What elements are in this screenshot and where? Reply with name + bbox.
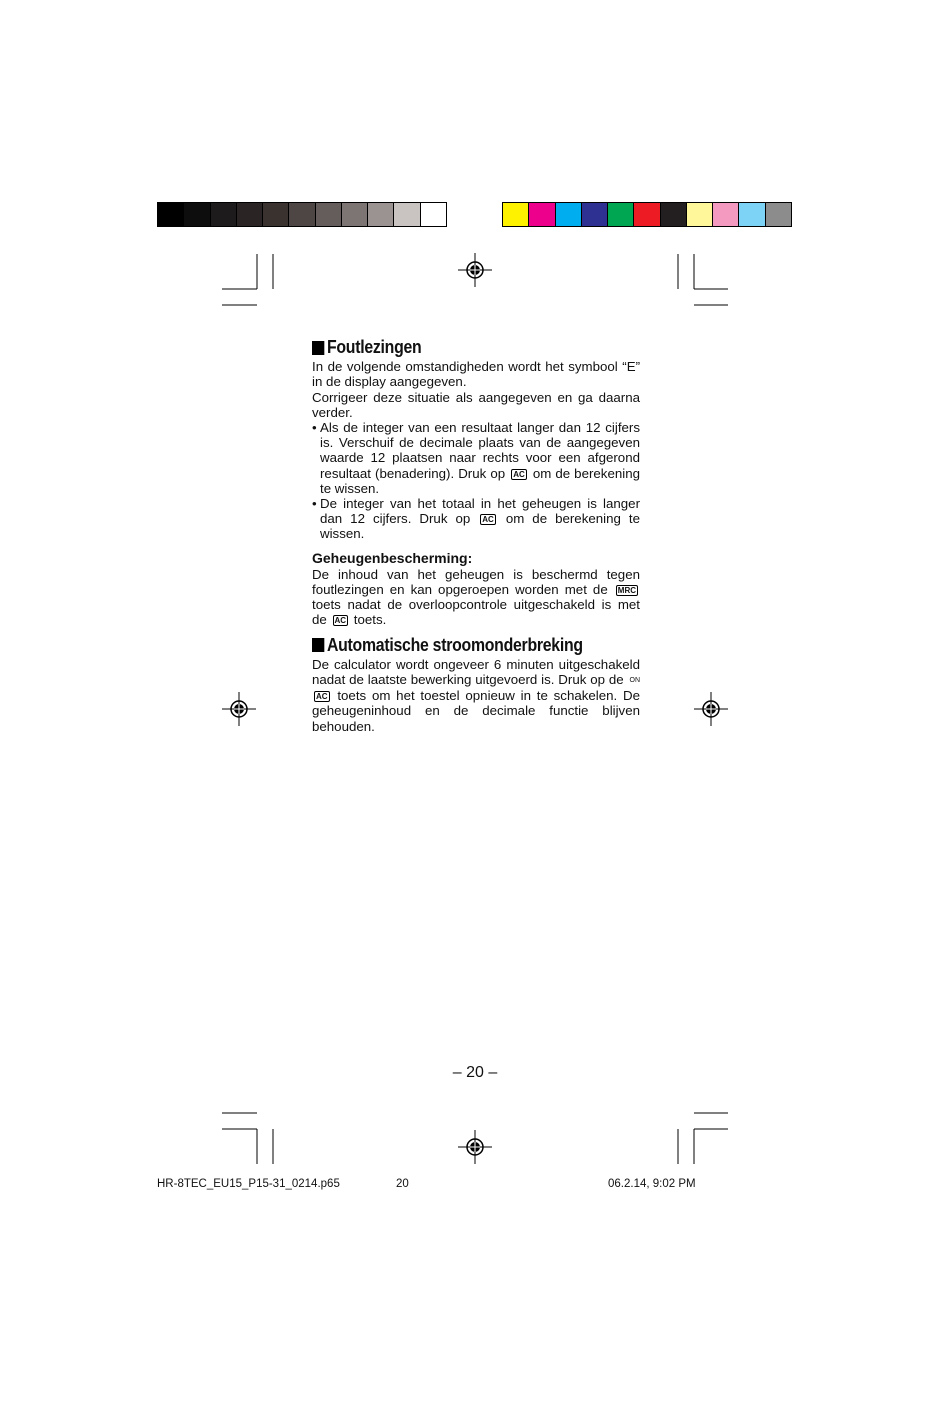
gray-swatch [211,203,237,226]
list-item-text: Als de integer van een resultaat langer dan 12 cijfers is. Verschuif de decimale plaats van de aangegeven waarde 12 plaatsen naar rechts voor een afgerond resultaat (benadering). Druk op [320,420,640,481]
color-swatch [556,203,582,226]
paragraph-text: toets. [353,612,387,628]
footer-filename: HR-8TEC_EU15_P15-31_0214.p65 [157,1178,340,1190]
ac-key-icon: AC [513,469,525,479]
grayscale-calibration-bar [157,202,447,227]
list-item [312,420,640,496]
on-label: ON [629,677,640,685]
color-swatch [739,203,765,226]
error-list [312,420,640,542]
paragraph-text: toets nadat de overloopcontrole uitgeschakeld is met de [312,597,640,628]
ac-key-icon: AC [334,616,347,626]
paragraph-text: De calculator wordt ongeveer 6 minuten uitgeschakeld nadat de laatste bewerking uitgevoerd is. Druk op de [312,656,640,688]
color-swatch [582,203,608,226]
color-swatch [503,203,529,226]
mrc-key-icon: MRC [617,586,636,596]
gray-swatch [394,203,420,226]
registration-target-icon [694,692,728,726]
color-swatch [529,203,555,226]
paragraph-text: De inhoud van het geheugen is beschermd tegen foutlezingen en kan opgeroepen worden met de [312,566,640,598]
gray-swatch [368,203,394,226]
color-calibration-bar [502,202,792,227]
footer-page: 20 [396,1178,409,1190]
list-item-text: om de berekening te wissen. [320,465,640,496]
section-heading-errors [312,337,601,357]
color-swatch [634,203,660,226]
list-item-text: om de berekening te wissen. [320,511,640,542]
footer-timestamp: 06.2.14, 9:02 PM [608,1178,696,1190]
ac-key-icon: AC [316,692,328,702]
color-swatch [608,203,634,226]
ac-key-icon: AC [482,515,494,525]
registration-target-icon [458,1130,492,1164]
color-swatch [766,203,791,226]
section-heading-auto-power-off [312,634,601,655]
color-swatch [713,203,739,226]
gray-swatch [289,203,315,226]
color-swatch [661,203,687,226]
gray-swatch [342,203,368,226]
color-swatch [687,203,713,226]
page-number: – 20 – [452,1064,498,1081]
square-bullet-icon [312,341,324,355]
gray-swatch [263,203,289,226]
section-title: Foutlezingen [326,337,422,357]
paragraph: Corrigeer deze situatie als aangegeven en ga daarna verder. [312,389,640,420]
square-bullet-icon [312,638,324,652]
subheading-memory-protection: Geheugenbescherming: [312,549,473,566]
gray-swatch [184,203,210,226]
registration-target-icon [458,253,492,287]
manual-page-content [312,337,640,734]
list-item-text: De integer van het totaal in het geheugen is langer dan 12 cijfers. Druk op [320,496,640,527]
section-title: Automatische stroomonderbreking [326,634,583,655]
gray-swatch [421,203,446,226]
gray-swatch [316,203,342,226]
paragraph [312,567,640,628]
registration-target-icon [222,692,256,726]
paragraph: In de volgende omstandigheden wordt het symbool “E” in de display aangegeven. [312,359,640,390]
paragraph [312,657,640,734]
paragraph-text: toets om het toestel opnieuw in te schakelen. De geheugeninhoud en de decimale functie blijven behouden. [312,688,640,734]
list-item [312,496,640,542]
gray-swatch [158,203,184,226]
gray-swatch [237,203,263,226]
